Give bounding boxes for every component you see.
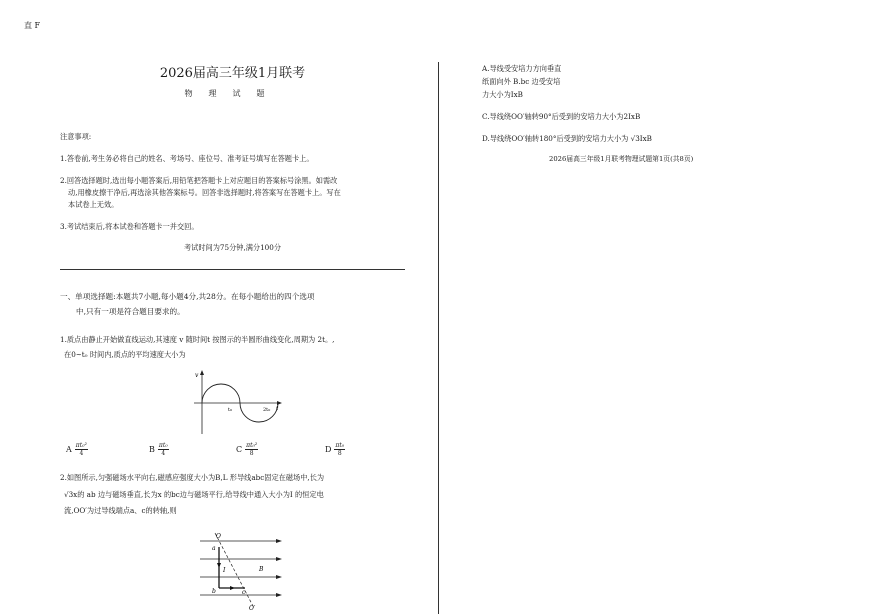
q1-option-a[interactable]	[66, 442, 88, 457]
exam-title: 2026届高三年级1月联考	[159, 66, 306, 81]
v-label: v	[195, 372, 199, 379]
q2-option-a-line-2: 纸面向外 B.bc 边受安培	[482, 77, 561, 86]
option-letter: C	[236, 445, 243, 454]
notice-item-3: 3.考试结束后,将本试卷和答题卡一并交回。	[60, 222, 199, 231]
fig-label-a: a	[212, 545, 216, 552]
fig-label-b: b	[212, 588, 216, 595]
notice-item-2-line-3: 本试卷上无效。	[68, 200, 119, 209]
corner-mark: 直 F	[24, 21, 41, 30]
q2-line-1: 2.如图所示,匀强磁场水平向右,磁感应强度大小为B,L 形导线abc固定在磁场中,长为	[60, 473, 325, 482]
option-letter: A	[66, 445, 72, 454]
section-1-line-2: 中,只有一项是符合题目要求的。	[76, 307, 185, 316]
q2-option-c: C.导线绕OO′轴转90°后受到的安培力大小为2IxB	[482, 112, 641, 121]
exam-time: 考试时间为75分钟,满分100分	[183, 243, 282, 252]
q2-magnetic-field-figure	[198, 530, 286, 612]
fig-label-b-field: B	[259, 566, 264, 573]
subject-title: 物理试题	[184, 89, 281, 98]
q1-velocity-graph	[190, 368, 285, 438]
fig-label-o: O	[216, 533, 221, 540]
q2-line-3: 流,OO′为过导线端点a、c的转轴,则	[64, 506, 177, 515]
2t0-label: 2t₀	[263, 407, 271, 413]
q2-line-2: √3x的 ab 边与磁场垂直,长为x 的bc边与磁场平行,给导线中通入大小为I 的恒定电	[64, 490, 324, 499]
t0-label: t₀	[228, 407, 233, 413]
axis-oo-prime	[215, 533, 254, 608]
field-arrows	[276, 539, 282, 597]
notice-item-1: 1.答卷前,考生务必将自己的姓名、考场号、座位号、准考证号填写在答题卡上。	[60, 154, 314, 163]
current-arrow-ab	[217, 563, 221, 568]
page-divider	[438, 62, 439, 614]
q2-option-d: D.导线绕OO′轴转180°后受到的安培力大小为 √3IxB	[482, 134, 652, 143]
fig-label-c: c	[242, 589, 246, 596]
option-fraction: $\frac{\text{πt₀}}{8}$	[335, 442, 345, 457]
q1-line-1: 1.质点由静止开始做直线运动,其速度 v 随时间t 按图示的半圆形曲线变化,周期为 2t。,	[60, 335, 335, 344]
notice-item-2-line-1: 2.回答选择题时,选出每小题答案后,用铅笔把答题卡上对应题目的答案标号涂黑。如需改	[60, 176, 338, 185]
option-fraction: $\frac{\text{πt₀²}}{8}$	[246, 442, 258, 457]
q1-option-b[interactable]	[149, 442, 169, 457]
option-letter: D	[325, 445, 332, 454]
page-footer: 2026届高三年级1月联考物理试题第1页(共8页)	[549, 155, 694, 163]
q1-option-c[interactable]	[236, 442, 258, 457]
q1-option-d[interactable]	[325, 442, 345, 457]
notice-item-2-line-2: 动,用橡皮擦干净后,再选涂其他答案标号。回答非选择题时,将答案写在答题卡上。写在	[68, 188, 341, 197]
section-1-line-1: 一、单项选择题:本题共7小题,每小题4分,共28分。在每小题给出的四个选项	[60, 292, 315, 301]
v-axis-arrow	[200, 370, 204, 375]
option-letter: B	[149, 445, 155, 454]
t-label: t	[276, 406, 279, 412]
fig-label-i: I	[223, 567, 226, 574]
current-arrow-bc	[230, 586, 235, 590]
option-fraction: $\frac{\text{πt₀}}{4}$	[158, 442, 168, 457]
option-fraction: $\frac{\text{πt₀²}}{4}$	[75, 442, 87, 457]
q1-line-2: 在0~t₀ 时间内,质点的平均速度大小为	[64, 350, 186, 359]
notice-heading: 注意事项:	[60, 132, 92, 141]
fig-label-o-prime: O′	[249, 605, 256, 612]
section-rule	[60, 269, 405, 270]
q2-option-a-line-3: 力大小为IxB	[482, 90, 523, 99]
q2-option-a-line-1: A.导线受安培力方向垂直	[482, 64, 562, 73]
